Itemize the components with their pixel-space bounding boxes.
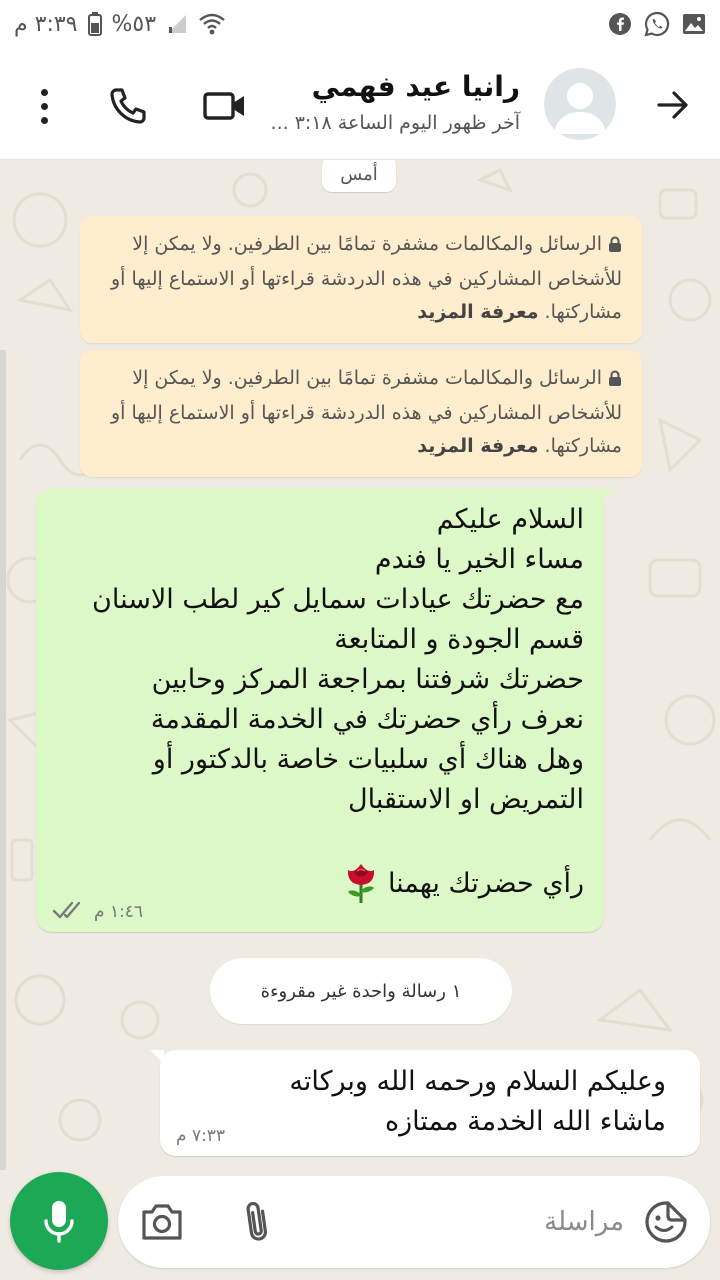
incoming-message[interactable] [160,1050,700,1156]
learn-more-link[interactable]: معرفة المزيد [417,301,539,323]
video-call-icon[interactable] [200,84,250,128]
whatsapp-icon [644,11,670,37]
incoming-message-text [289,1062,666,1142]
unread-messages-divider: ١ رسالة واحدة غير مقروءة [210,958,512,1024]
camera-icon[interactable] [140,1202,184,1242]
battery-icon [88,12,102,36]
microphone-button[interactable] [10,1172,108,1270]
message-time: ١:٤٦ م [94,902,144,922]
chat-area[interactable] [0,160,720,1170]
message-meta [52,900,143,924]
message-line: مع حضرتك عيادات سمايل كير لطب الاسنان [92,584,584,615]
status-bar [0,0,720,48]
message-line: قسم الجودة و المتابعة [334,624,584,655]
message-line: حضرتك شرفتنا بمراجعة المركز وحابين [151,664,584,695]
back-arrow-icon[interactable] [648,80,698,130]
emoji-sticker-icon[interactable] [644,1200,688,1244]
clock: ٣:٣٩ م [14,11,78,37]
voice-call-icon[interactable] [104,82,152,130]
message-line: ماشاء الله الخدمة ممتازه [384,1106,666,1137]
facebook-icon [608,12,632,36]
message-composer [118,1176,710,1268]
paperclip-icon[interactable] [238,1198,278,1246]
message-line: وعليكم السلام ورحمه الله وبركاته [289,1066,666,1097]
lock-icon [608,230,622,263]
avatar[interactable] [544,68,616,140]
message-line: نعرف رأي حضرتك في الخدمة المقدمة [150,704,584,735]
message-input[interactable] [424,1196,624,1248]
lock-icon [608,364,622,397]
status-right [608,11,706,37]
encryption-notice[interactable] [80,216,642,343]
signal-icon [166,13,188,35]
outgoing-message-text [44,500,584,916]
chat-header [0,48,720,160]
read-receipt-icon [52,900,86,924]
more-options-icon[interactable] [28,82,60,130]
microphone-icon [42,1199,76,1243]
message-time: ٧:٣٣ م [176,1126,226,1146]
gallery-icon [682,13,706,35]
encryption-notice-text: الرسائل والمكالمات مشفرة تمامًا بين الطرفين. ولا يمكن إلا للأشخاص المشاركين في هذه الدردشة قراءتها أو الاستماع إليها أو مشاركتها. [110,233,622,323]
date-divider: أمس [322,160,396,192]
message-line: السلام عليكم [436,504,584,535]
blank-line [44,820,584,860]
scroll-indicator [0,350,6,1170]
last-seen: آخر ظهور اليوم الساعة ٣:١٨ ... [270,112,520,134]
status-left [14,12,226,37]
encryption-notice-text: الرسائل والمكالمات مشفرة تمامًا بين الطرفين. ولا يمكن إلا للأشخاص المشاركين في هذه الدردشة قراءتها أو الاستماع إليها أو مشاركتها. [110,367,622,457]
learn-more-link[interactable]: معرفة المزيد [417,435,539,457]
encryption-notice[interactable] [80,350,642,477]
message-line: التمريض او الاستقبال [348,784,584,815]
rose-emoji-icon [342,860,380,916]
wifi-icon [198,13,226,35]
default-avatar-icon [544,68,616,140]
message-line: مساء الخير يا فندم [374,544,584,575]
message-line: وهل هناك أي سلبيات خاصة بالدكتور أو [152,744,584,775]
bubble-tail [150,1050,164,1064]
bubble-tail [600,488,614,502]
outgoing-message[interactable] [36,488,604,932]
contact-name[interactable]: رانيا عيد فهمي [311,70,520,103]
closing-text: رأي حضرتك يهمنا [387,868,584,899]
battery-level: %٥٣ [111,11,157,37]
